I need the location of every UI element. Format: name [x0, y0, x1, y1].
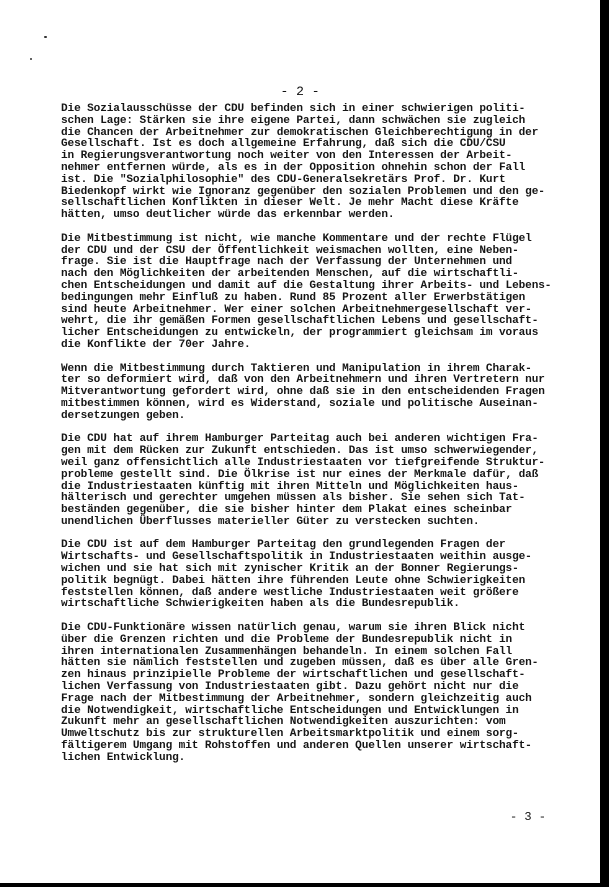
scan-speck [44, 36, 47, 38]
next-page-marker: - 3 - [510, 810, 547, 824]
scan-edge-bottom [0, 883, 609, 887]
paragraph: Die Mitbestimmung ist nicht, wie manche Kommentare und der rechte Flügel der CDU und der CSU der Öffentlichkeit weismachen wollten, eine Neben- frage. Sie ist die Hauptfrage nach der Verfassung der Unternehmen und nach den Möglichkeiten der arbeitenden Menschen, auf die wirtschaftli- chen Entscheidungen und damit auf die Gestaltung ihrer Arbeits- und Lebens- bedingungen mehr Einfluß zu haben. Rund 85 Prozent aller Erwerbstätigen sind heute Arbeitnehmer. Wer einer solchen Arbeitnehmergesellschaft ver- wehrt, die ihr gemäßen Formen gesellschaftlichen Lebens und gesellschaft- licher Entscheidungen zu entwickeln, der programmiert gleichsam im voraus die Konflikte der 70er Jahre. [61, 232, 552, 351]
paragraph: Die CDU hat auf ihrem Hamburger Parteitag auch bei anderen wichtigen Fra- gen mit dem Rücken zur Zukunft entschieden. Das ist umso schwerwiegender, weil ganz offensichtlich alle Industriestaaten vor tiefgreifende Struktur- probleme gestellt sind. Die Ölkrise ist nur eines der Merkmale dafür, daß die Industriestaaten künftig mit ihren Mitteln und Möglichkeiten haus- hälterisch und gerechter umgehen müssen als bisher. Sie sehen sich Tat- beständen gegenüber, die sie bisher hinter dem Plakat eines scheinbar unendlichen Überflusses materieller Güter zu verstecken suchten. [61, 433, 545, 528]
paragraph: Die CDU ist auf dem Hamburger Parteitag den grundlegenden Fragen der Wirtschafts- und Gesellschaftspolitik in Industriestaaten weithin ausge- wichen und sie hat sich mit zynischer Kritik an der Bonner Regierungs- politik begnügt. Dabei hätten ihre führenden Leute ohne Schwierigkeiten feststellen können, daß andere westliche Industriestaaten weit größere wirtschaftliche Schwierigkeiten haben als die Bundesrepublik. [61, 539, 532, 611]
page-number: - 2 - [280, 84, 320, 99]
document-body [61, 104, 581, 776]
paragraph: Wenn die Mitbestimmung durch Taktieren und Manipulation in ihrem Charak- ter so deformiert wird, daß von den Arbeitnehmern und ihren Vertretern nur Mitverantwortung gefordert wird, ohne daß sie in den entscheidenden Fragen mitbestimmen können, wird es Widerstand, soziale und politische Auseinan- dersetzungen geben. [61, 362, 545, 422]
paragraph: Die Sozialausschüsse der CDU befinden sich in einer schwierigen politi- schen Lage: Stärken sie ihre eigene Partei, dann schwächen sie zugleich die Chancen der Arbeitnehmer zur demokratischen Gleichberechtigung in der Gesellschaft. Ist es doch allgemeine Erfahrung, daß sich die CDU/CSU in Regierungsverantwortung noch weiter von den Interessen der Arbeit- nehmer entfernen würde, als es in der Opposition ohnehin schon der Fall ist. Die "Sozialphilosophie" des CDU-Generalsekretärs Prof. Dr. Kurt Biedenkopf wirkt wie Ignoranz gegenüber den sozialen Problemen und den ge- sellschaftlichen Konflikten in dieser Welt. Je mehr Macht diese Kräfte hätten, umso deutlicher würde das erkennbar werden. [61, 103, 545, 222]
paragraph: Die CDU-Funktionäre wissen natürlich genau, warum sie ihren Blick nicht über die Grenzen richten und die Probleme der Bundesrepublik nicht in ihren internationalen Zusammenhängen behandeln. In einem solchen Fall hätten sie nämlich feststellen und zugeben müssen, daß es über alle Gren- zen hinaus prinzipielle Probleme der wirtschaftlichen und gesellschaft- lichen Verfassung von Industriestaaten gibt. Dazu gehört nicht nur die Frage nach der Mitbestimmung der Arbeitnehmer, sondern gleichzeitig auch die Notwendigkeit, wirtschaftliche Entscheidungen und Entwicklungen in Zukunft mehr an gesellschaftlichen Notwendigkeiten auszurichten: vom Umweltschutz bis zur strukturellen Arbeitsmarktpolitik und einem sorg- fältigerem Umgang mit Rohstoffen und anderen Quellen unserer wirtschaft- lichen Entwicklung. [61, 622, 539, 764]
scan-speck [30, 58, 32, 60]
scan-edge-right [600, 0, 609, 887]
